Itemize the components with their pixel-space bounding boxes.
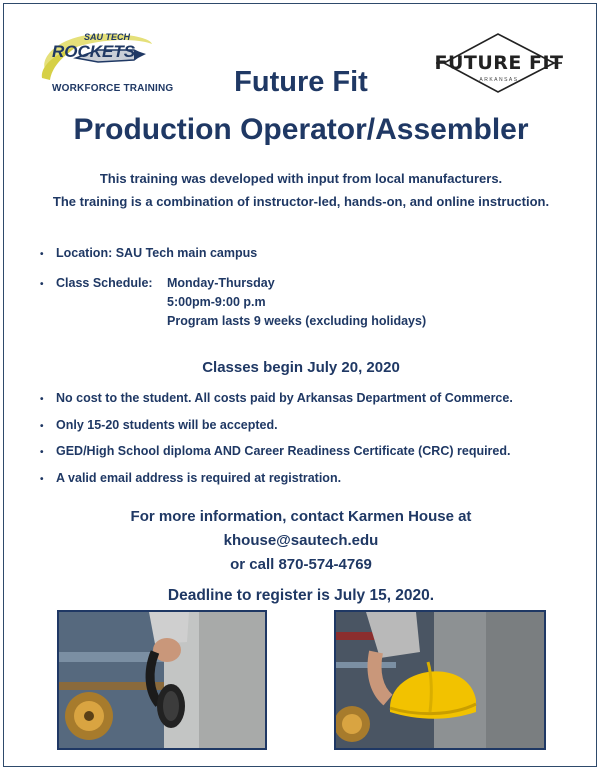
hard-hat-photo: [334, 610, 546, 750]
svg-text:ROCKETS: ROCKETS: [52, 42, 136, 61]
requirement-item: • A valid email address is required at registration.: [40, 471, 342, 485]
schedule-days: Monday-Thursday: [167, 276, 275, 290]
bullet-icon: •: [40, 279, 44, 290]
bullet-icon: •: [40, 474, 44, 485]
bullet-icon: •: [40, 447, 44, 458]
svg-text:SAU TECH: SAU TECH: [84, 32, 131, 42]
bullet-icon: •: [40, 394, 44, 405]
classes-begin-heading: Classes begin July 20, 2020: [202, 359, 400, 376]
requirement-item: • Only 15-20 students will be accepted.: [40, 418, 278, 432]
workforce-training-label: WORKFORCE TRAINING: [52, 83, 174, 94]
deadline-notice: Deadline to register is July 15, 2020.: [167, 587, 435, 604]
contact-email[interactable]: khouse@sautech.edu: [223, 532, 379, 549]
intro-line-1: This training was developed with input from local manufacturers.: [99, 171, 503, 186]
schedule-item: • Class Schedule:: [40, 276, 153, 290]
bullet-icon: •: [40, 421, 44, 432]
schedule-duration: Program lasts 9 weeks (excluding holidays): [167, 314, 427, 328]
contact-line: For more information, contact Karmen House at: [130, 508, 472, 525]
schedule-hours: 5:00pm-9:00 p.m: [167, 295, 266, 309]
page-title: Future Fit: [234, 66, 368, 98]
ear-protection-photo: [57, 610, 267, 750]
location-item: • Location: SAU Tech main campus: [40, 246, 258, 260]
page-subtitle: Production Operator/Assembler: [73, 113, 529, 146]
worker-hard-hat-image: [336, 612, 544, 748]
worker-earmuffs-image: [59, 612, 265, 748]
contact-phone: or call 870-574-4769: [230, 556, 372, 573]
arkansas-logo-text: ARKANSAS: [479, 77, 519, 83]
future-fit-logo-text: FUTURE FIT: [434, 52, 564, 74]
bullet-icon: •: [40, 249, 44, 260]
requirement-item: • GED/High School diploma AND Career Readiness Certificate (CRC) required.: [40, 444, 511, 458]
intro-line-2: The training is a combination of instructor-led, hands-on, and online instruction.: [52, 194, 550, 209]
requirement-item: • No cost to the student. All costs paid by Arkansas Department of Commerce.: [40, 391, 513, 405]
